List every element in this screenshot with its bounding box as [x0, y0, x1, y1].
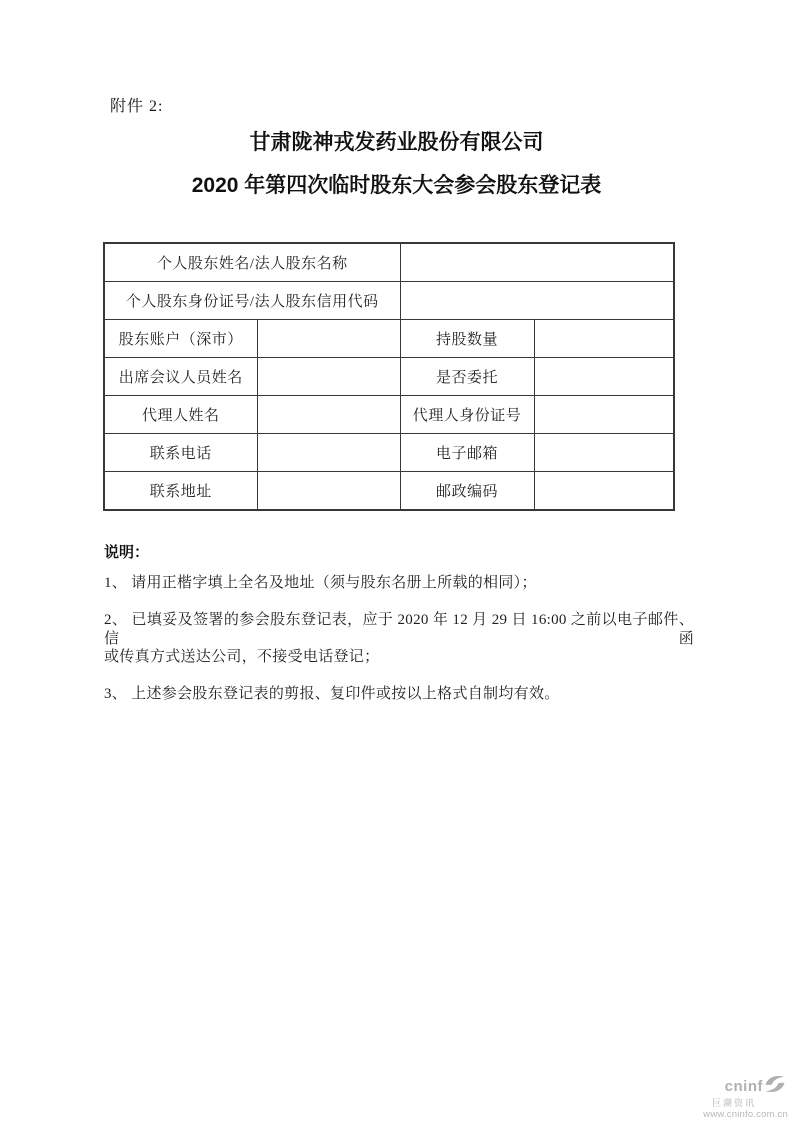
postcode-cell: [534, 472, 674, 511]
postcode-label: 邮政编码: [400, 472, 534, 511]
cninfo-watermark: [703, 1074, 788, 1120]
email-label: 电子邮箱: [400, 434, 534, 472]
table-row: [104, 472, 674, 511]
shareholder-name-label: 个人股东姓名/法人股东名称: [104, 243, 400, 282]
proxy-name-cell: [257, 396, 400, 434]
table-row: [104, 282, 674, 320]
table-row: [104, 243, 674, 282]
attendee-name-label: 出席会议人员姓名: [104, 358, 257, 396]
shareholder-name-cell: [400, 243, 674, 282]
attachment-label: 附件 2:: [110, 98, 164, 115]
phone-label: 联系电话: [104, 434, 257, 472]
cninfo-chinese-name: 巨潮资讯: [711, 1098, 756, 1108]
attendee-name-cell: [257, 358, 400, 396]
note-item-3: 3、 上述参会股东登记表的剪报、复印件或按以上格式自制均有效。: [104, 686, 560, 702]
account-cell: [257, 320, 400, 358]
table-row: [104, 434, 674, 472]
form-title: 2020 年第四次临时股东大会参会股东登记表: [191, 174, 602, 197]
shares-held-label: 持股数量: [400, 320, 534, 358]
proxy-name-label: 代理人姓名: [104, 396, 257, 434]
note-item-2-line-2: 或传真方式送达公司，不接受电话登记；: [104, 649, 380, 665]
shareholder-id-cell: [400, 282, 674, 320]
cninfo-brand-text: cninf: [724, 1077, 763, 1095]
notes-heading: 说明：: [104, 544, 150, 561]
proxy-id-label: 代理人身份证号: [400, 396, 534, 434]
note-item-1: 1、 请用正楷字填上全名及地址（须与股东名册上所载的相同）；: [104, 575, 537, 591]
shares-held-cell: [534, 320, 674, 358]
table-row: [104, 358, 674, 396]
table-row: [104, 396, 674, 434]
cninfo-swirl-icon: [764, 1074, 786, 1098]
company-title: 甘肃陇神戎发药业股份有限公司: [249, 131, 544, 154]
shareholder-id-label: 个人股东身份证号/法人股东信用代码: [104, 282, 400, 320]
registration-form-table: [103, 242, 675, 511]
proxy-id-cell: [534, 396, 674, 434]
address-cell: [257, 472, 400, 511]
phone-cell: [257, 434, 400, 472]
address-label: 联系地址: [104, 472, 257, 511]
note-item-2-line-1: 2、 已填妥及签署的参会股东登记表，应于 2020 年 12 月 29 日 16:00 之前以电子邮件、信函: [104, 612, 694, 647]
account-label: 股东账户（深市）: [104, 320, 257, 358]
is-proxy-label: 是否委托: [400, 358, 534, 396]
is-proxy-cell: [534, 358, 674, 396]
table-row: [104, 320, 674, 358]
email-cell: [534, 434, 674, 472]
cninfo-url: www.cninfo.com.cn: [703, 1109, 788, 1120]
